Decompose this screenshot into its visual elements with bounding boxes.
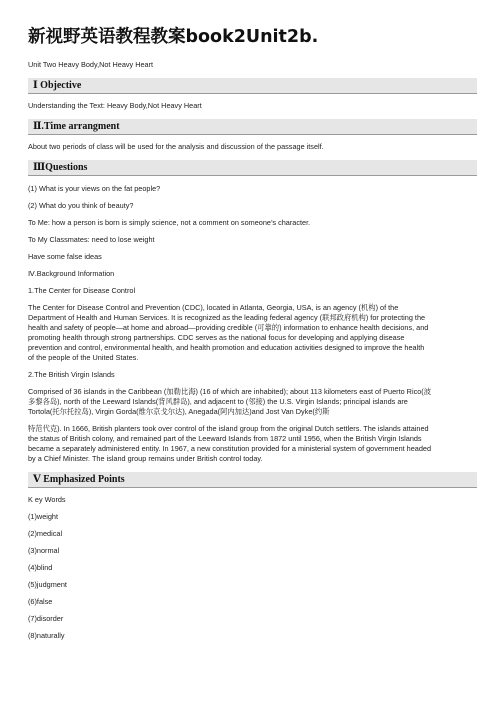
paragraph-line: the status of British colony, and remained part of the Leeward Islands from 1872 until 1956, when the British Virgin Islands <box>28 434 422 443</box>
paragraph-line: by a Chief Minister. The island group remains under British control today. <box>28 454 263 463</box>
false-ideas-text: Have some false ideas <box>28 252 102 261</box>
paragraph-line: of the people of the United States. <box>28 353 139 362</box>
question-2: (2) What do you think of beauty? <box>28 201 134 210</box>
paragraph-line: 多黎各岛), north of the Leeward Islands(背风群岛), and adjacent to (邻接) the U.S. Virgin Islands; principal islands are <box>28 397 408 406</box>
list-item: (1)weight <box>28 512 59 521</box>
paragraph-line: became a separately administered entity. In 1967, a new constitution provided for a ministerial system of government headed <box>28 444 432 453</box>
list-item: (6)false <box>28 597 53 606</box>
paragraph-line: prevention and control, environmental health, and health promotion and education activities designed to improve the health <box>28 343 425 352</box>
key-words-list <box>28 512 477 641</box>
section-heading-questions: ⅢQuestions <box>28 160 477 176</box>
paragraph-line: health and safety of people—at home and abroad—providing credible (可靠的) information to enhance health decisions, and <box>28 323 429 332</box>
section-heading-objective: Ⅰ Objective <box>28 78 477 94</box>
background-heading: Ⅳ.Background Information <box>28 269 115 278</box>
paragraph-line: Comprised of 36 islands in the Caribbean (加勒比海) (16 of which are inhabited); about 113 kilometers east of Puerto Rico(波 <box>28 387 432 396</box>
list-item: (8)naturally <box>28 631 65 640</box>
key-words-label: K ey Words <box>28 495 66 504</box>
background-item-2-title: 2.The British Virgin Islands <box>28 370 115 379</box>
paragraph-line: promoting health through strong partnerships. CDC serves as the national focus for developing and applying disease <box>28 333 405 342</box>
page-title: 新视野英语教程教案book2Unit2b. <box>28 27 319 47</box>
section-heading-emphasized-points: Ⅴ Emphasized Points <box>28 472 477 488</box>
paragraph-line: 特范代克). In 1666, British planters took over control of the island group from the original Dutch settlers. The islands attained <box>28 424 429 433</box>
list-item: (3)normal <box>28 546 60 555</box>
answer-to-me: To Me: how a person is born is simply science, not a comment on someone’s character. <box>28 218 311 227</box>
paragraph-line: Department of Health and Human Services. It is recognized as the leading federal agency (联邦政府机构) for protecting the <box>28 313 426 322</box>
paragraph-line: Tortola(托尔托拉岛), Virgin Gorda(维尔京戈尔达), Anegada(阿内加达)and Jost Van Dyke(约斯 <box>28 407 330 416</box>
time-text: About two periods of class will be used for the analysis and discussion of the passage itself. <box>28 142 324 151</box>
answer-to-classmates: To My Classmates: need to lose weight <box>28 235 155 244</box>
section-heading-time: Ⅱ.Time arrangment <box>28 119 477 135</box>
paragraph-line: The Center for Disease Control and Prevention (CDC), located in Atlanta, Georgia, USA, is an agency (机构) of the <box>28 303 399 312</box>
background-item-2-body <box>28 387 477 417</box>
list-item: (5)judgment <box>28 580 67 589</box>
objective-text: Understanding the Text: Heavy Body,Not Heavy Heart <box>28 101 202 110</box>
list-item: (2)medical <box>28 529 63 538</box>
list-item: (7)disorder <box>28 614 64 623</box>
background-item-1-title: 1.The Center for Disease Control <box>28 286 136 295</box>
background-item-2-body-continued <box>28 424 477 464</box>
unit-subtitle: Unit Two Heavy Body,Not Heavy Heart <box>28 60 154 69</box>
background-item-1-body <box>28 303 477 363</box>
question-1: (1) What is your views on the fat people? <box>28 184 161 193</box>
list-item: (4)blind <box>28 563 53 572</box>
